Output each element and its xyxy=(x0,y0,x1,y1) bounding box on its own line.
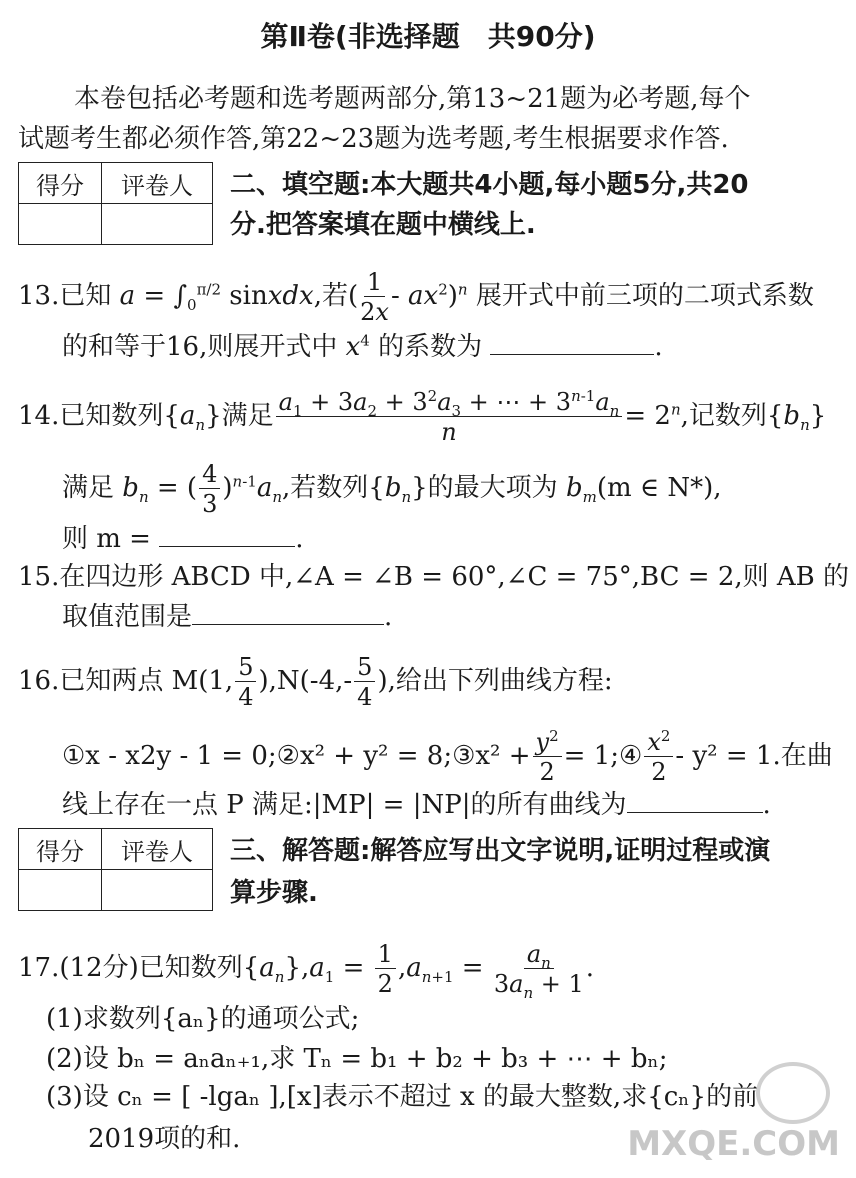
grader-header: 评卷人 xyxy=(102,163,213,204)
section2-line-2: 分.把答案填在题中横线上. xyxy=(230,210,536,240)
q17-line-1: 17.(12分)已知数列$\{a_n\},a_1$ = $\frac{1}{2}$ $,a_{n+1}$ = $\frac{a_n}{3a_n + 1}$ . xyxy=(18,940,595,1002)
q16-fraction-4: $\frac{x^2}{2}$ xyxy=(644,730,673,784)
q15-text-b: 取值范围是 xyxy=(62,602,193,632)
q16-line-1 xyxy=(18,655,613,709)
q13-text-b: ,若( xyxy=(313,281,359,311)
grader-header: 评卷人 xyxy=(102,829,213,870)
q16-text-d: ①x - x2y - 1 = 0;②x² + y² = 8;③x² + xyxy=(62,741,531,771)
watermark-logo-icon xyxy=(756,1062,830,1124)
q13-text-c: ) xyxy=(447,281,458,311)
q14-text-h: }的最大项为 xyxy=(411,473,558,503)
score-table-1 xyxy=(18,162,213,245)
section3-line-1: 三、解答题:解答应写出文字说明,证明过程或演 xyxy=(230,836,771,866)
q16-line-3: 线上存在一点 P 满足:|MP| = |NP|的所有曲线为 . xyxy=(62,790,771,820)
q15-line-1 xyxy=(18,560,849,594)
q16-number: 16. xyxy=(18,666,60,696)
q14-text-b: }满足 xyxy=(205,401,274,431)
q17-number: 17. xyxy=(18,953,60,983)
q17-part-1: (1)求数列{aₙ}的通项公式; xyxy=(46,1004,360,1034)
q14-text-d: ,记数列{ xyxy=(680,401,784,431)
q14-fraction-2: $\frac{4}{3}$ xyxy=(199,462,220,516)
q17-text-b: }, xyxy=(284,953,310,983)
q13-text-d: 展开式中前三项的二项式系数 xyxy=(475,281,814,311)
q17-fraction-2: $\frac{a_n}{3a_n + 1}$ xyxy=(493,940,584,1002)
q14-answer-blank[interactable] xyxy=(159,522,295,547)
watermark xyxy=(627,1124,840,1164)
q13-line-2: 的和等于16,则展开式中 $x^4$ 的系数为 . xyxy=(62,331,663,362)
section3-line-2: 算步骤. xyxy=(230,878,318,908)
q16-fraction-2: $\frac{5}{4}$ xyxy=(354,655,375,709)
grader-cell[interactable] xyxy=(102,204,213,245)
q17-part-3: (3)设 cₙ = [ -lgaₙ ],[x]表示不超过 x 的最大整数,求{cₙ}的前 xyxy=(46,1082,759,1112)
q17-part-2: (2)设 bₙ = aₙaₙ₊₁,求 Tₙ = b₁ + b₂ + b₃ + ⋯ + bₙ; xyxy=(46,1044,668,1074)
q16-text-c: ),给出下列曲线方程: xyxy=(377,666,613,696)
q16-line-2 xyxy=(62,727,833,786)
q17-part-4: 2019项的和. xyxy=(88,1124,241,1154)
q13-number: 13. xyxy=(18,281,60,311)
score-header: 得分 xyxy=(19,163,102,204)
q16-fraction-3: $\frac{y^2}{2}$ xyxy=(533,730,562,784)
q15-line-2: 取值范围是 . xyxy=(62,602,393,632)
score-cell[interactable] xyxy=(19,870,102,911)
q14-fraction: $\frac{a_1 + 3a_2 + 3^2a_3 + \cdots + 3^{n-1}a_n}{n}$ xyxy=(276,390,623,444)
q14-text-a: 已知数列{ xyxy=(59,401,180,431)
q16-text-a: 已知两点 M(1, xyxy=(59,666,234,696)
q14-text-i: (m ∈ N*), xyxy=(596,473,722,503)
q14-number: 14. xyxy=(18,401,60,431)
q14-line-2: 满足 $b_n$ = ( $\frac{4}{3}$ )$^{n-1}a_n$,若数列$\{b_n\}$的最大项为 $b_m(m$ ∈ N*), xyxy=(62,460,722,518)
q13-text-f: 的系数为 xyxy=(378,332,483,362)
q13-line-1: 13.已知 $a = \int_0^{\pi/2}$ sinxdx,若( $\frac{1}{2x}$ - $ax^2)^n$ 展开式中前三项的二项式系数 xyxy=(18,268,814,326)
q14-text-c: = 2 xyxy=(624,401,671,431)
grader-cell[interactable] xyxy=(102,870,213,911)
q14-text-g: ,若数列{ xyxy=(282,473,385,503)
q13-text-a: 已知 xyxy=(59,281,112,311)
q14-line-3: 则 m = . xyxy=(62,524,304,554)
intro-line-1: 本卷包括必考题和选考题两部分,第13~21题为必考题,每个 xyxy=(74,84,751,114)
q16-text-f: - y² = 1.在曲 xyxy=(675,741,833,771)
page-title: 第Ⅱ卷(非选择题 共90分) xyxy=(260,20,596,53)
q14-text-f: 满足 xyxy=(62,473,115,503)
q15-number: 15. xyxy=(18,562,60,592)
q17-fraction-1: $\frac{1}{2}$ xyxy=(375,942,396,996)
q16-text-b: ),N(-4,- xyxy=(258,666,353,696)
q16-text-e: = 1;④ xyxy=(563,741,643,771)
q14-text-j: 则 m = xyxy=(62,524,151,554)
q17-text-c: , xyxy=(397,953,407,983)
q13-answer-blank[interactable] xyxy=(490,330,654,355)
q17-text-a: (12分)已知数列{ xyxy=(59,953,260,983)
q16-fraction-1: $\frac{5}{4}$ xyxy=(235,655,256,709)
q13-fraction: $\frac{1}{2x}$ xyxy=(360,268,389,326)
q15-answer-blank[interactable] xyxy=(192,600,384,625)
watermark-text: MXQE.COM xyxy=(627,1124,840,1164)
q16-text-g: 线上存在一点 P 满足:|MP| = |NP|的所有曲线为 xyxy=(62,790,627,820)
q15-text-a: 在四边形 ABCD 中,∠A = ∠B = 60°,∠C = 75°,BC = 2,则 AB 的 xyxy=(59,562,850,592)
score-table-2 xyxy=(18,828,213,911)
q13-text-e: 的和等于16,则展开式中 xyxy=(62,332,338,362)
q14-text-e: } xyxy=(809,401,827,431)
q14-line-1: 14.已知数列$\{a_n\}$满足 $\frac{a_1 + 3a_2 + 3^2a_3 + \cdots + 3^{n-1}a_n}{n}$ = $2^n$,记数列$\{b_n\}$ xyxy=(18,387,827,446)
section2-line-1: 二、填空题:本大题共4小题,每小题5分,共20 xyxy=(230,170,749,200)
score-cell[interactable] xyxy=(19,204,102,245)
score-header: 得分 xyxy=(19,829,102,870)
intro-line-2: 试题考生都必须作答,第22~23题为选考题,考生根据要求作答. xyxy=(18,124,729,154)
q16-answer-blank[interactable] xyxy=(627,788,763,813)
